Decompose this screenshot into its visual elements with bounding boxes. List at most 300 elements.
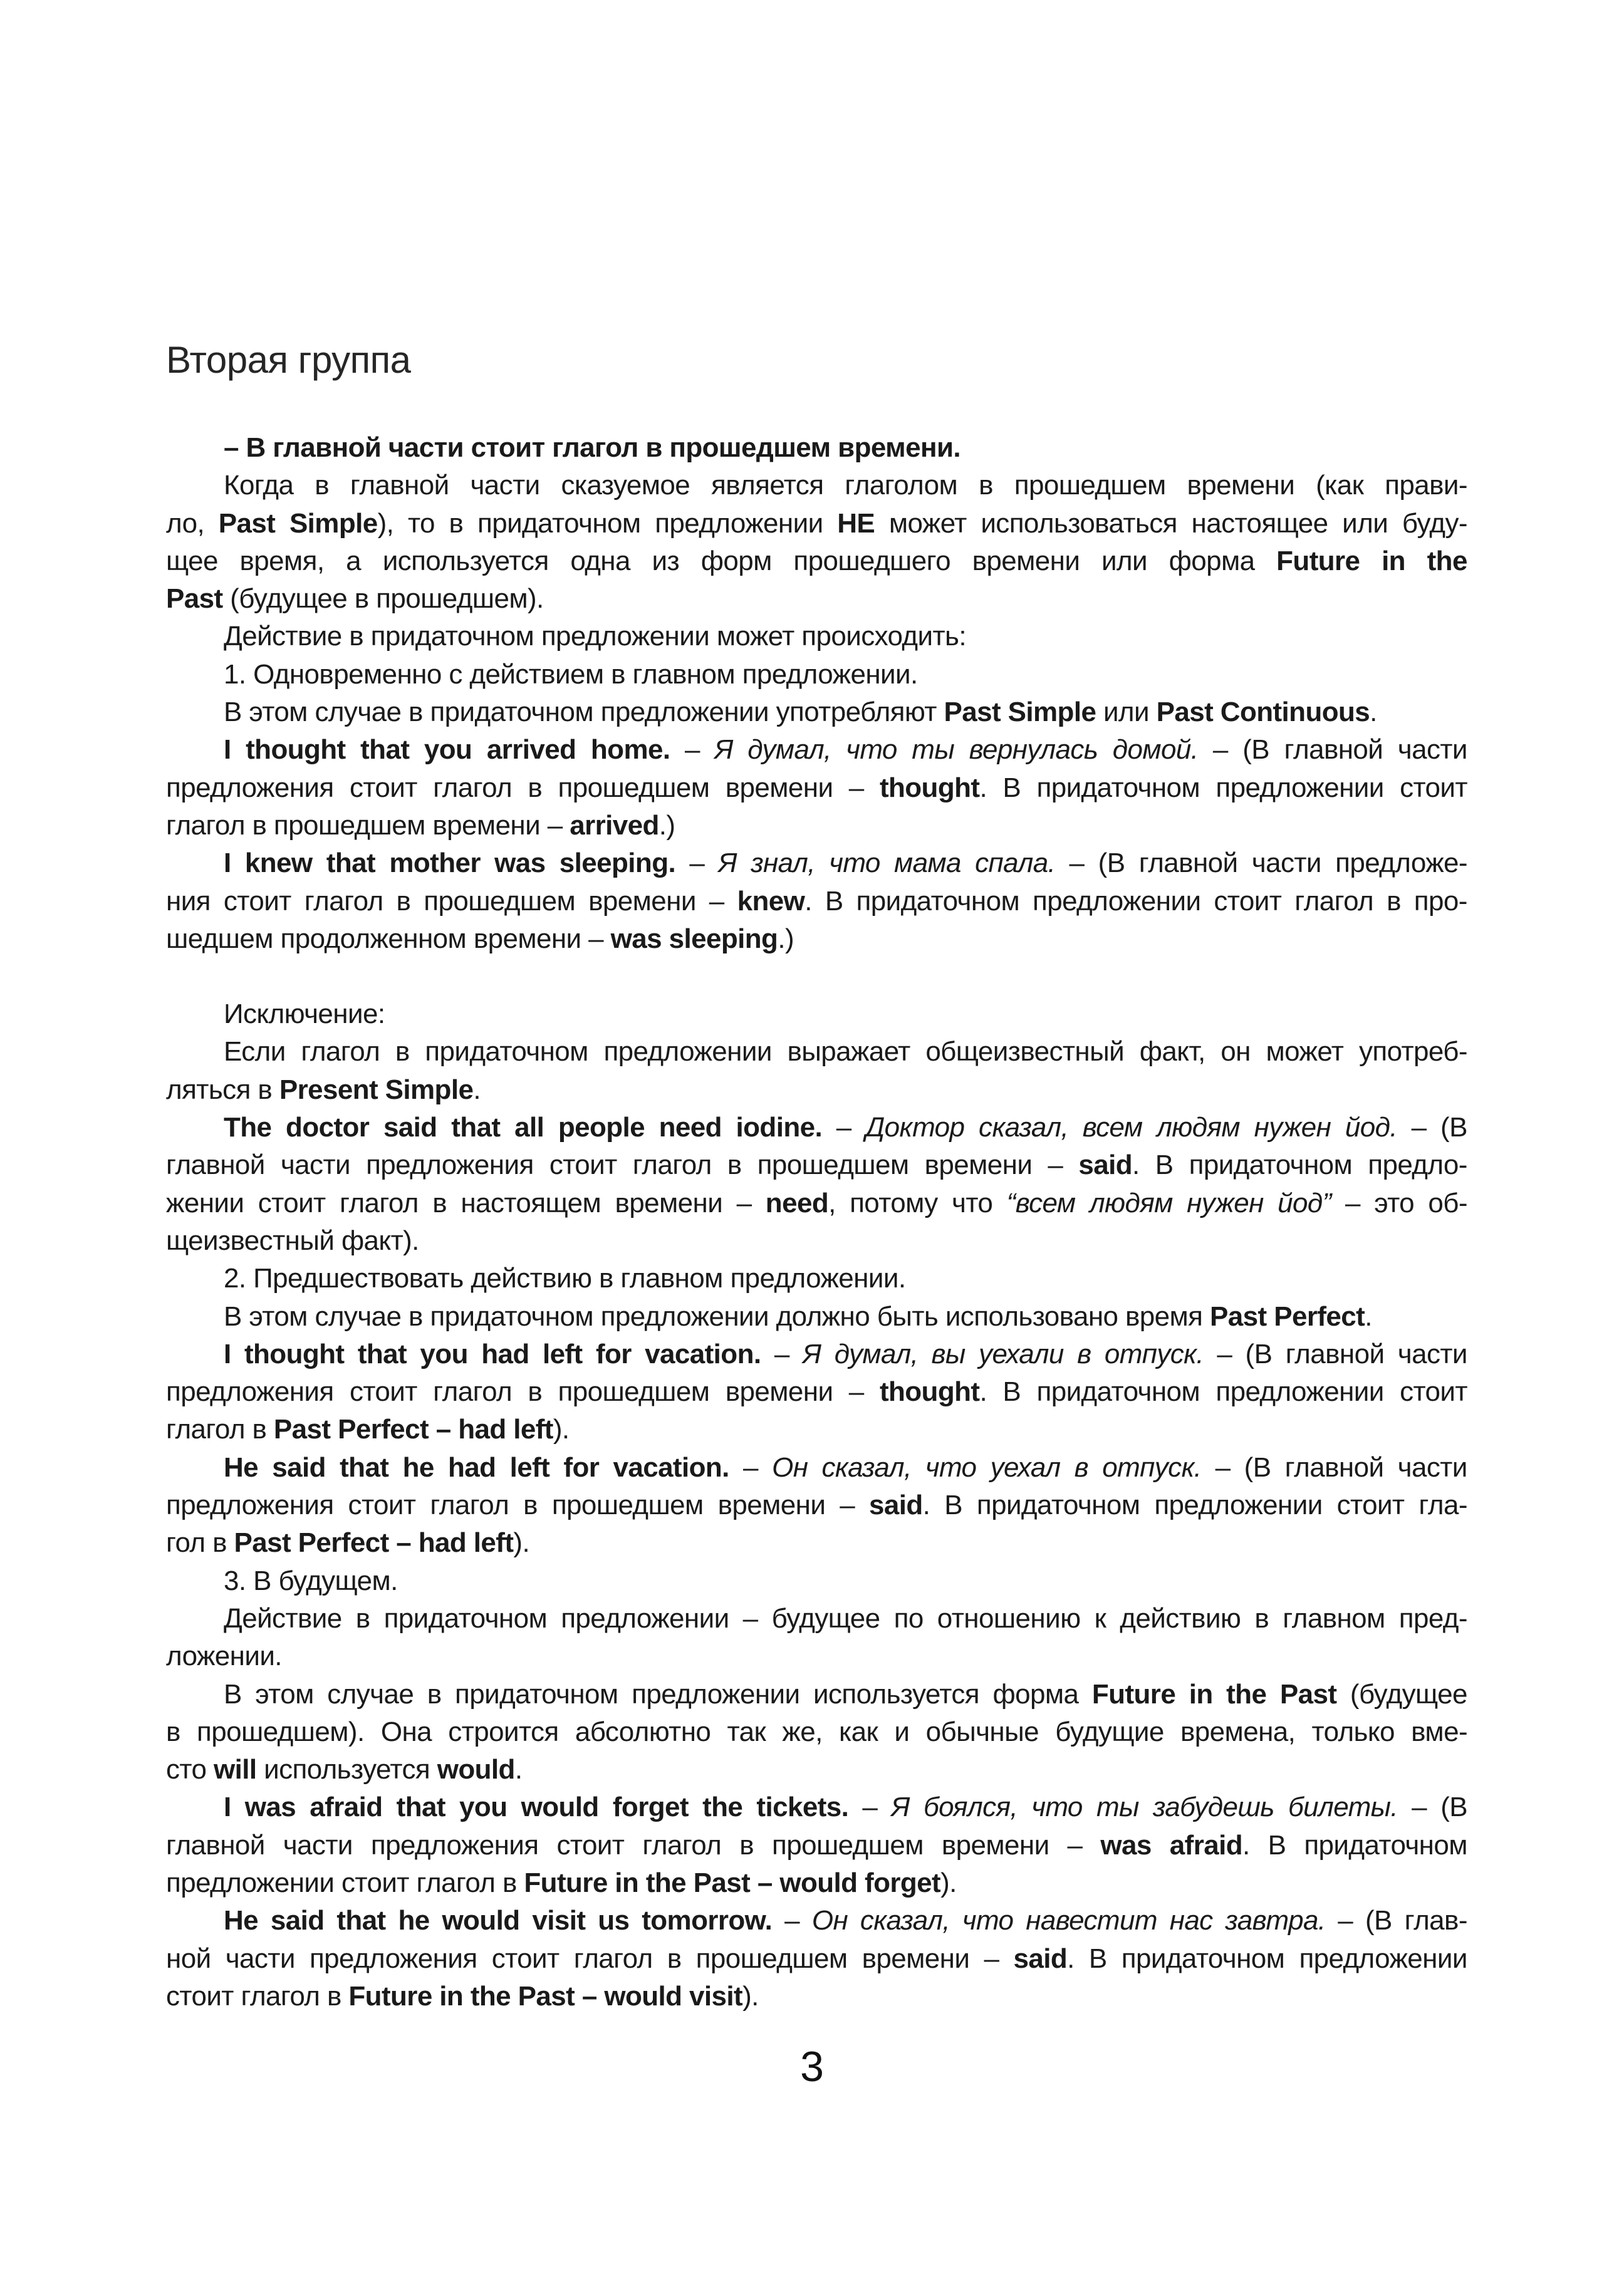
bold-text: you <box>424 734 472 766</box>
word <box>398 1902 429 1940</box>
word <box>383 1109 437 1146</box>
text-run: гол в <box>166 1527 234 1559</box>
bold-text: said <box>383 1112 437 1143</box>
word <box>932 1336 966 1373</box>
text-run: стоит <box>1400 772 1467 803</box>
bold-text: us <box>598 1905 630 1936</box>
text-line <box>166 1713 1467 1751</box>
word <box>772 1449 808 1487</box>
word <box>1153 1789 1274 1826</box>
word <box>1095 1600 1106 1638</box>
word <box>455 1676 618 1713</box>
text-run: придаточном <box>383 1603 548 1634</box>
text-run: это <box>1374 1187 1415 1218</box>
italic-text: Я <box>714 734 733 766</box>
word <box>615 1185 722 1222</box>
word <box>1280 1676 1337 1713</box>
word <box>689 844 704 882</box>
word <box>1365 1902 1392 1940</box>
word <box>1225 1902 1325 1940</box>
text-run: глагол <box>433 772 513 803</box>
text-run: вме- <box>1411 1716 1467 1747</box>
text-run: . <box>1370 697 1377 728</box>
italic-text: что <box>962 1905 1014 1936</box>
bold-text: arrived <box>486 734 576 766</box>
word <box>283 1827 353 1864</box>
text-run: времени <box>924 1150 1033 1181</box>
word <box>360 731 409 769</box>
text-run: про- <box>1413 885 1467 917</box>
text-run: Действие в придаточном предложении может происходить: <box>224 621 966 652</box>
word <box>1013 1940 1074 1978</box>
text-run: настоящем <box>461 1187 601 1218</box>
text-run: придаточном <box>455 1678 618 1710</box>
word <box>350 769 417 807</box>
word <box>1400 769 1467 807</box>
word <box>1090 1185 1173 1222</box>
text-run: – <box>742 1603 758 1634</box>
italic-text: уехал <box>990 1452 1061 1483</box>
text-run: 2. Предшествовать действию в главном предложении. <box>224 1263 906 1294</box>
italic-text: забудешь <box>1152 1792 1274 1823</box>
word <box>558 1373 710 1411</box>
word <box>633 1146 712 1184</box>
italic-text: что <box>1031 1792 1083 1823</box>
italic-text: в <box>1074 1452 1089 1483</box>
word <box>384 1600 548 1638</box>
word <box>481 1336 529 1373</box>
word <box>772 1827 924 1864</box>
word <box>1246 1336 1273 1373</box>
text-run: отношению <box>937 1603 1081 1634</box>
word <box>327 1676 414 1713</box>
text-run: строится <box>448 1716 559 1747</box>
text-run: стоит <box>549 1150 617 1181</box>
text-line <box>166 505 1467 543</box>
text-line <box>166 1185 1467 1222</box>
text-run: предложения <box>166 1490 334 1521</box>
text-run: Исключение: <box>224 999 385 1030</box>
text-run: части <box>225 1943 295 1974</box>
text-run: В <box>1088 1943 1107 1974</box>
word <box>1055 1713 1164 1751</box>
word <box>942 1827 1049 1864</box>
bold-text: knew <box>244 848 313 879</box>
text-run: – <box>774 1338 789 1369</box>
word <box>822 1449 912 1487</box>
text-run: глаголом <box>845 470 958 501</box>
word <box>952 1185 992 1222</box>
bold-text: will <box>213 1754 257 1785</box>
word <box>1285 1449 1384 1487</box>
italic-text: Я <box>718 848 737 879</box>
text-run: предложении <box>1215 1376 1384 1408</box>
word <box>894 1713 909 1751</box>
word <box>894 1600 924 1638</box>
text-run: глагол <box>1294 885 1374 917</box>
text-run: может <box>1266 1036 1344 1067</box>
text-run: части <box>1397 734 1467 766</box>
word <box>1412 1109 1427 1146</box>
word <box>1187 467 1294 504</box>
bold-text: home. <box>590 734 670 766</box>
word <box>926 1713 1039 1751</box>
bold-text: that <box>326 848 376 879</box>
text-line <box>166 1789 1467 1826</box>
text-run: только <box>1311 1716 1395 1747</box>
text-run: сказуемое <box>561 470 690 501</box>
italic-text: сказал, <box>821 1452 912 1483</box>
word <box>825 883 843 920</box>
word <box>1414 883 1467 920</box>
bold-text: said <box>1013 1943 1068 1974</box>
text-run: используется <box>813 1678 979 1710</box>
text-run: или <box>1096 697 1157 728</box>
word <box>1077 1336 1091 1373</box>
text-run: части <box>1251 848 1321 879</box>
text-run: В <box>1002 1376 1021 1408</box>
text-run: или <box>1101 545 1147 576</box>
bold-text: was <box>494 848 546 879</box>
word <box>1278 1185 1331 1222</box>
text-run: стоит <box>556 1829 625 1861</box>
word <box>1031 1789 1083 1826</box>
bold-text: I <box>224 848 231 879</box>
word <box>709 883 724 920</box>
text-run: – <box>1067 1829 1083 1861</box>
bold-text: doctor <box>286 1112 370 1143</box>
word <box>1244 1449 1271 1487</box>
word <box>829 844 880 882</box>
text-run: . <box>1365 1301 1372 1332</box>
text-line <box>166 467 1467 504</box>
text-run: предложения <box>370 1829 539 1861</box>
bold-text: would <box>521 1792 599 1823</box>
text-line <box>166 1411 1467 1448</box>
word <box>1387 883 1401 920</box>
word <box>521 1789 599 1826</box>
word <box>556 1827 624 1864</box>
bold-text: need <box>658 1112 722 1143</box>
word <box>510 1449 550 1487</box>
word <box>1316 467 1363 504</box>
italic-text: что <box>846 734 897 766</box>
text-run: как <box>838 1716 878 1747</box>
text-run: предложении <box>1299 1943 1467 1974</box>
text-run: предложении <box>632 1678 800 1710</box>
word <box>837 505 875 543</box>
text-run: глагол <box>632 1150 712 1181</box>
text-run: времени <box>861 1943 970 1974</box>
bold-text: you <box>420 1338 468 1369</box>
text-run: ло, <box>166 507 205 539</box>
text-line <box>166 429 1467 467</box>
word <box>487 731 576 769</box>
text-run: Она <box>380 1716 432 1747</box>
text-run: (В <box>1440 1792 1467 1823</box>
word <box>743 1600 758 1638</box>
word <box>849 769 864 807</box>
bold-text: He <box>224 1452 259 1483</box>
text-run: гла- <box>1418 1490 1467 1521</box>
word <box>880 769 987 807</box>
word <box>1226 1676 1266 1713</box>
text-run: (В <box>1365 1905 1392 1936</box>
text-run: главной <box>166 1150 265 1181</box>
bold-text: would <box>442 1905 520 1936</box>
word <box>383 543 549 580</box>
word <box>702 1789 742 1826</box>
word <box>395 1033 410 1071</box>
word <box>937 1600 1081 1638</box>
italic-text: Он <box>772 1452 808 1483</box>
text-run: 3. В будущем. <box>224 1565 398 1596</box>
text-run: . <box>1132 1150 1140 1181</box>
word <box>756 1789 848 1826</box>
text-run: ложении. <box>166 1641 282 1672</box>
italic-text: отпуск. <box>1102 1452 1202 1483</box>
word <box>219 505 276 543</box>
word <box>979 467 993 504</box>
word <box>477 505 641 543</box>
word <box>1242 731 1269 769</box>
word <box>1288 1789 1398 1826</box>
word <box>301 1033 380 1071</box>
text-run: В этом случае в придаточном предложении должно быть использовано время <box>224 1301 1210 1332</box>
text-run: является <box>711 470 824 501</box>
text-run: употреб- <box>1358 1036 1467 1067</box>
italic-text: Доктор <box>865 1112 965 1143</box>
word <box>166 1827 265 1864</box>
word <box>552 1487 704 1524</box>
text-run: в <box>979 470 993 501</box>
bold-text: was <box>244 1792 296 1823</box>
text-run: и <box>894 1716 910 1747</box>
text-run: предложении стоит глагол в <box>166 1867 524 1898</box>
bold-text: he <box>402 1452 434 1483</box>
word <box>739 1827 754 1864</box>
word <box>912 731 954 769</box>
bold-text: for <box>563 1452 600 1483</box>
word <box>1428 1185 1467 1222</box>
word <box>1412 1789 1427 1826</box>
text-run: в <box>528 1376 543 1408</box>
word <box>774 1336 789 1373</box>
text-run: – <box>1217 1338 1232 1369</box>
word <box>726 1373 833 1411</box>
word <box>166 1185 244 1222</box>
word <box>667 1940 682 1978</box>
word <box>560 844 675 882</box>
italic-text: что <box>925 1452 977 1483</box>
text-run: стоит <box>1214 885 1282 917</box>
word <box>962 1902 1014 1940</box>
word <box>993 1676 1079 1713</box>
bold-text: the <box>702 1792 743 1823</box>
text-run: В <box>1155 1150 1174 1181</box>
text-run: в <box>449 507 464 539</box>
word <box>642 1902 772 1940</box>
text-run: (как <box>1316 470 1364 501</box>
text-run: пред- <box>1398 1603 1467 1634</box>
word <box>224 1789 231 1826</box>
word <box>166 543 218 580</box>
word <box>1382 543 1405 580</box>
word <box>1002 769 1021 807</box>
word <box>925 1449 977 1487</box>
text-run: придаточном <box>856 885 1020 917</box>
bold-text: said <box>1078 1150 1133 1181</box>
text-run: глагол <box>573 1943 653 1974</box>
text-run: В <box>1002 772 1021 803</box>
text-run: в <box>727 1150 742 1181</box>
text-line <box>166 1600 1467 1638</box>
text-run: форм <box>700 545 772 576</box>
bold-text: thought <box>879 772 980 803</box>
text-run: . <box>514 1754 523 1785</box>
bold-text: was <box>1100 1829 1152 1861</box>
text-run: стоит <box>349 1376 417 1408</box>
text-run: настоящее <box>1191 507 1328 539</box>
word <box>803 1336 821 1373</box>
italic-text: нужен <box>1254 1112 1331 1143</box>
text-run: прошедшем <box>424 885 576 917</box>
text-line <box>166 1751 1467 1789</box>
word <box>1036 769 1200 807</box>
word <box>1427 543 1467 580</box>
word <box>348 1487 416 1524</box>
word <box>366 1146 534 1184</box>
bold-text: that <box>451 1112 501 1143</box>
word <box>255 1676 313 1713</box>
text-run: придаточном <box>1189 1150 1353 1181</box>
text-run: В <box>944 1490 962 1521</box>
bold-text: vacation. <box>613 1452 729 1483</box>
word <box>1068 1827 1083 1864</box>
text-run: предложе- <box>1335 848 1467 879</box>
text-run: глагол <box>430 1490 509 1521</box>
text-run: придаточном <box>1036 1376 1200 1408</box>
text-line <box>166 580 1467 618</box>
word <box>549 1146 617 1184</box>
text-line <box>166 1033 1467 1071</box>
bold-text: Past Simple <box>944 697 1096 728</box>
word <box>371 1827 539 1864</box>
word <box>1342 505 1388 543</box>
word <box>652 543 680 580</box>
word <box>543 1336 583 1373</box>
word <box>271 1902 325 1940</box>
word <box>1268 1827 1286 1864</box>
text-line <box>166 807 1467 844</box>
text-run: предложении <box>1215 772 1384 803</box>
document-body <box>166 429 1467 2015</box>
word <box>839 1713 878 1751</box>
text-run: ), <box>377 507 394 539</box>
text-line <box>166 1487 1467 1524</box>
word <box>424 883 575 920</box>
text-run: глагол <box>433 1376 513 1408</box>
text-run: используется <box>382 545 549 576</box>
text-run: так <box>727 1716 766 1747</box>
word <box>424 731 472 769</box>
word <box>1405 1902 1467 1940</box>
text-run: по <box>893 1603 924 1634</box>
text-run: случае <box>327 1678 414 1710</box>
word <box>718 1487 826 1524</box>
text-run: прошедшем <box>695 1943 848 1974</box>
text-run: . <box>979 1376 987 1408</box>
word <box>1359 1033 1467 1071</box>
text-run: или <box>1342 507 1388 539</box>
word <box>1385 467 1467 504</box>
word <box>461 1185 601 1222</box>
italic-text: боялся, <box>923 1792 1018 1823</box>
italic-text: Я <box>803 1338 821 1369</box>
text-run: стоит <box>491 1943 560 1974</box>
text-run: главной <box>166 1829 265 1861</box>
italic-text: мама <box>894 848 961 879</box>
word <box>1170 1902 1213 1940</box>
word <box>924 1789 1018 1826</box>
text-run: придаточном <box>477 507 641 539</box>
word <box>613 1789 689 1826</box>
text-line <box>166 1222 1467 1260</box>
word <box>1189 1146 1353 1184</box>
word <box>575 1713 710 1751</box>
word <box>408 505 435 543</box>
bold-text: thought <box>246 734 346 766</box>
text-run: (В <box>1244 1452 1271 1483</box>
text-line <box>166 1373 1467 1411</box>
word <box>1299 1940 1467 1978</box>
word <box>1214 883 1281 920</box>
text-run: предложения <box>166 772 334 803</box>
bold-text: The <box>224 1112 272 1143</box>
word <box>224 844 231 882</box>
word <box>558 1109 645 1146</box>
word <box>1033 883 1200 920</box>
word <box>1368 1146 1467 1184</box>
word <box>719 844 737 882</box>
bold-text: had <box>447 1452 496 1483</box>
word <box>1096 1789 1139 1826</box>
bold-text: that <box>360 734 410 766</box>
bold-text: I <box>224 1338 231 1369</box>
text-line <box>166 1978 1467 2015</box>
word <box>813 1676 979 1713</box>
text-line <box>166 1336 1467 1373</box>
bold-text: that <box>357 1338 407 1369</box>
word <box>685 731 700 769</box>
word <box>1254 1600 1269 1638</box>
word <box>782 1713 822 1751</box>
word <box>1374 1185 1414 1222</box>
word <box>1036 1373 1200 1411</box>
word <box>603 1033 771 1071</box>
text-run: части <box>1397 1452 1467 1483</box>
word <box>1048 1146 1063 1184</box>
word <box>1215 769 1383 807</box>
word <box>427 1676 442 1713</box>
bold-text: – В главной части стоит глагол в прошедшем времени. <box>224 432 961 463</box>
bold-text: in <box>1382 545 1405 576</box>
word <box>245 1789 296 1826</box>
word <box>425 1033 588 1071</box>
word <box>1089 1940 1107 1978</box>
word <box>358 1336 407 1373</box>
text-run: – <box>736 1187 752 1218</box>
